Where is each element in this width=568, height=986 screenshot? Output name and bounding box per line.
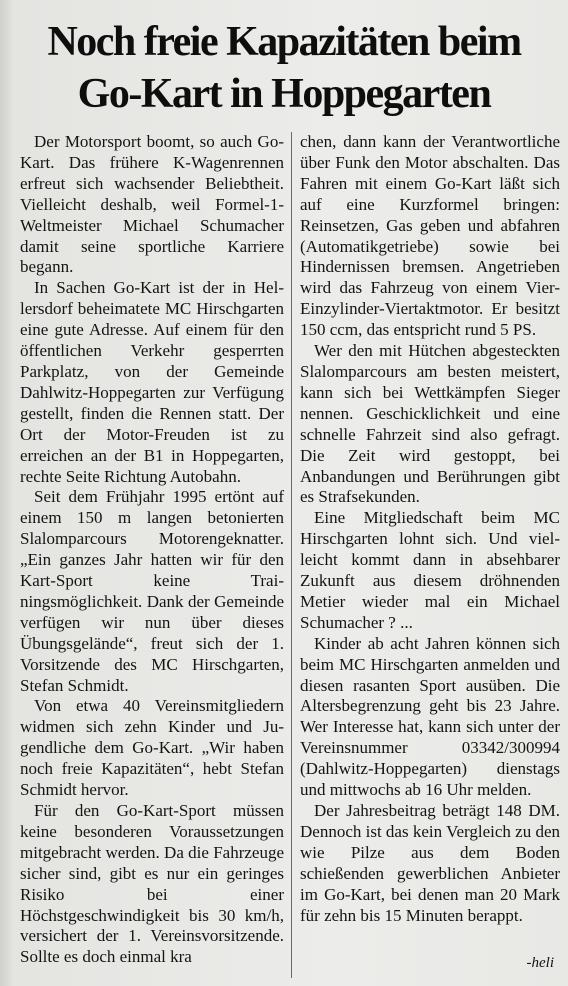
right-column xyxy=(300,132,560,926)
paragraph: Der Jahresbeitrag beträgt 148 DM. Dennoch ist das kein Vergleich zu den wie Pilze aus dem Boden schießenden gewerblichen Anbieter im Go-Kart, bei denen man 20 Mark für zehn bis 15 Minuten berappt. xyxy=(300,801,560,925)
paragraph: Der Motorsport boomt, so auch Go-Kart. Das frühere K-Wagenrennen erfreut sich wachsender Beliebtheit. Vielleicht deshalb, weil Formel-1-Weltmeister Michael Schumacher damit seine sportliche Karriere begann. xyxy=(20,132,284,277)
headline-line-1: Noch freie Kapazitäten beim xyxy=(47,19,521,65)
article-headline xyxy=(0,16,568,120)
paragraph: Kinder ab acht Jahren können sich beim MC Hirschgarten anmelden und diesen rasanten Sport ausüben. Die Altersbegrenzung geht bis 23 Jahre. Wer Interesse hat, kann sich unter der Vereinsnummer 03342/300994 (Dahlwitz-Hoppegarten) dienstags und mittwochs ab 16 Uhr melden. xyxy=(300,633,560,800)
paragraph: Eine Mitgliedschaft beim MC Hirschgarten lohnt sich. Und vielleicht kommt dann in absehbarer Zukunft aus diesem dröhnenden Metier wieder mal ein Michael Schumacher ? ... xyxy=(300,508,560,632)
paragraph-continuation: chen, dann kann der Verantwortliche über Funk den Motor abschalten. Das Fahren mit einem Go-Kart läßt sich auf eine Kurzformel bringen: Reinsetzen, Gas geben und abfahren (Automatikgetriebe) sowie bei Hindernissen bremsen. Angetrieben wird das Fahrzeug von einem Vier-Einzylinder-Viertaktmotor. Er besitzt 150 ccm, das entspricht rund 5 PS. xyxy=(300,132,560,340)
left-column xyxy=(20,132,284,968)
paragraph: Wer den mit Hütchen abgesteckten Slalomparcours am besten meistert, kann sich bei Wettkämpfen Sieger nennen. Geschicklichkeit und eine schnelle Fahrzeit sind also gefragt. Die Zeit wird gestoppt, bei Anbandungen und Berührungen gibt es Strafsekunden. xyxy=(300,341,560,507)
paragraph: Seit dem Frühjahr 1995 ertönt auf einem 150 m langen betonierten Slalomparcours Motorengeknatter. „Ein ganzes Jahr hatten wir für den Kart-Sport keine Trainingsmöglichkeit. Dank der Gemeinde verfügen wir nun über dieses Übungsgelände“, freut sich der 1. Vorsitzende des MC Hirschgarten, Stefan Schmidt. xyxy=(20,487,284,695)
paragraph: Für den Go-Kart-Sport müssen keine besonderen Voraussetzungen mitgebracht werden. Da die Fahrzeuge sicher sind, gibt es nur ein geringes Risiko bei einer Höchstgeschwindigkeit bis 30 km/h, versichert der 1. Vereinsvorsitzende. Sollte es doch einmal kra xyxy=(20,801,284,967)
author-signature: -heli xyxy=(526,955,554,971)
paragraph: Von etwa 40 Vereinsmitgliedern widmen sich zehn Kinder und Jugendliche dem Go-Kart. „Wir haben noch freie Kapazitäten“, hebt Stefan Schmidt hervor. xyxy=(20,696,284,800)
paragraph: In Sachen Go-Kart ist der in Hellersdorf beheimatete MC Hirschgarten eine gute Adresse. Auf einem für den öffentlichen Verkehr gesperrten Parkplatz, von der Gemeinde Dahlwitz-Hoppegarten zur Verfügung gestellt, finden die Rennen statt. Der Ort der Motor-Freuden ist zu erreichen an der B1 in Hoppegarten, rechte Seite Richtung Autobahn. xyxy=(20,278,284,486)
headline-line-2: Go-Kart in Hoppegarten xyxy=(77,71,491,117)
column-divider xyxy=(291,132,292,978)
